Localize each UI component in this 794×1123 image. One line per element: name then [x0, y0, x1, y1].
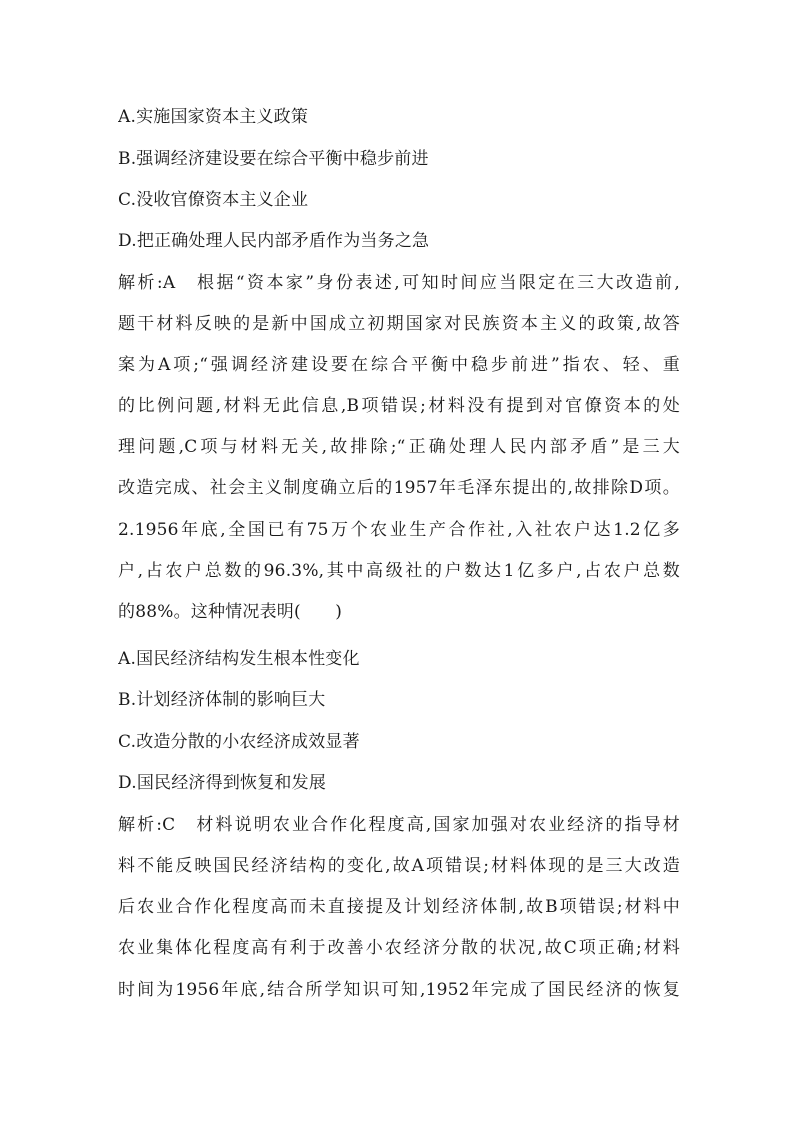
- q1-analysis-line: 改造完成、社会主义制度确立后的1957年毛泽东提出的,故排除D项。: [118, 478, 680, 498]
- q2-option-c: C.改造分散的小农经济成效显著: [118, 732, 360, 752]
- q2-analysis-line: 料不能反映国民经济结构的变化,故A项错误;材料体现的是三大改造: [118, 856, 680, 876]
- q2-analysis-line: 后农业合作化程度高而未直接提及计划经济体制,故B项错误;材料中: [118, 897, 680, 917]
- q1-option-b: B.强调经济建设要在综合平衡中稳步前进: [118, 149, 429, 169]
- q2-option-a: A.国民经济结构发生根本性变化: [118, 649, 360, 669]
- q1-analysis-line: 理问题,C项与材料无关,故排除;“正确处理人民内部矛盾”是三大: [118, 437, 680, 457]
- q1-analysis-line: 的比例问题,材料无此信息,B项错误;材料没有提到对官僚资本的处: [118, 396, 680, 416]
- q2-option-d: D.国民经济得到恢复和发展: [118, 773, 327, 793]
- q2-analysis-line: 解析:C 材料说明农业合作化程度高,国家加强对农业经济的指导材: [118, 815, 680, 835]
- q1-option-c: C.没收官僚资本主义企业: [118, 190, 309, 210]
- q1-analysis-line: 题干材料反映的是新中国成立初期国家对民族资本主义的政策,故答: [118, 314, 680, 334]
- q2-stem-line: 2.1956年底,全国已有75万个农业生产合作社,入社农户达1.2亿多: [118, 520, 680, 540]
- q1-analysis-line: 案为A项;“强调经济建设要在综合平衡中稳步前进”指农、轻、重: [118, 355, 680, 375]
- q2-analysis-line: 农业集体化程度高有利于改善小农经济分散的状况,故C项正确;材料: [118, 938, 680, 958]
- q2-option-b: B.计划经济体制的影响巨大: [118, 690, 326, 710]
- q1-option-a: A.实施国家资本主义政策: [118, 107, 309, 127]
- q2-analysis-line: 时间为1956年底,结合所学知识可知,1952年完成了国民经济的恢复: [118, 980, 680, 1000]
- q1-analysis-line: 解析:A 根据“资本家”身份表述,可知时间应当限定在三大改造前,: [118, 273, 680, 293]
- q2-stem-line: 的88%。这种情况表明( ): [118, 602, 343, 622]
- q1-option-d: D.把正确处理人民内部矛盾作为当务之急: [118, 231, 430, 251]
- q2-stem-line: 户,占农户总数的96.3%,其中高级社的户数达1亿多户,占农户总数: [118, 561, 680, 581]
